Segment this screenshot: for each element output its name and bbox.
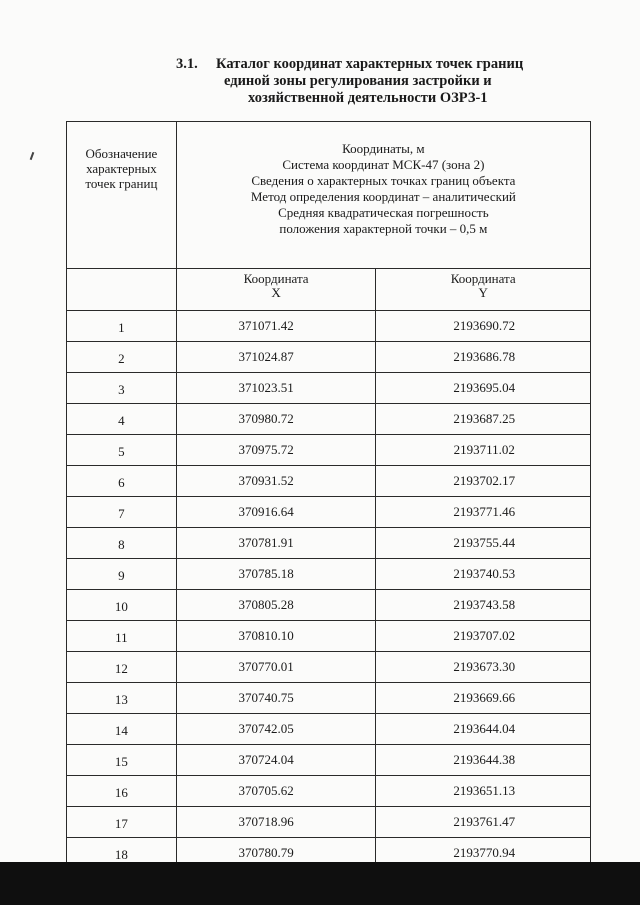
table-row [67, 373, 591, 404]
title-line-2: единой зоны регулирования застройки и [224, 73, 492, 89]
point-number-cell: 1 [67, 311, 177, 342]
point-number-cell: 16 [67, 776, 177, 807]
table-row [67, 621, 591, 652]
point-number-cell: 3 [67, 373, 177, 404]
point-number-cell: 17 [67, 807, 177, 838]
coordinates-catalog-table [66, 121, 591, 900]
coordinate-x-cell: 370916.64 [176, 497, 376, 528]
table-row [67, 466, 591, 497]
coordinate-y-cell: 2193695.04 [376, 373, 591, 404]
section-title [176, 56, 596, 107]
coordinate-y-cell: 2193707.02 [376, 621, 591, 652]
coordinate-x-cell: 371024.87 [176, 342, 376, 373]
table-row [67, 342, 591, 373]
table-row [67, 404, 591, 435]
point-number-cell: 6 [67, 466, 177, 497]
coordinate-x-cell: 370931.52 [176, 466, 376, 497]
coordinate-x-cell: 370785.18 [176, 559, 376, 590]
point-number-cell: 12 [67, 652, 177, 683]
point-number-cell: 11 [67, 621, 177, 652]
coordinate-y-cell: 2193690.72 [376, 311, 591, 342]
subheader-empty-cell [67, 269, 177, 311]
coordinate-x-cell: 370980.72 [176, 404, 376, 435]
coordinate-x-cell: 370705.62 [176, 776, 376, 807]
table-row [67, 528, 591, 559]
coordinate-x-cell: 370740.75 [176, 683, 376, 714]
point-number-cell: 2 [67, 342, 177, 373]
table-header-row [67, 122, 591, 269]
coordinate-y-cell: 2193771.46 [376, 497, 591, 528]
table-row [67, 776, 591, 807]
point-number-cell: 4 [67, 404, 177, 435]
coordinate-y-cell: 2193669.66 [376, 683, 591, 714]
coordinate-y-cell: 2193651.13 [376, 776, 591, 807]
coordinate-y-cell: 2193673.30 [376, 652, 591, 683]
section-number: 3.1. [176, 56, 198, 72]
column-header-x: Координата X [176, 269, 376, 311]
header-point-label: Обозначение характерных точек границ [67, 122, 177, 269]
coordinate-y-cell: 2193743.58 [376, 590, 591, 621]
coordinate-x-cell: 370975.72 [176, 435, 376, 466]
coordinate-x-cell: 370718.96 [176, 807, 376, 838]
table-row [67, 683, 591, 714]
coordinate-y-cell: 2193755.44 [376, 528, 591, 559]
table-row [67, 435, 591, 466]
table-subheader-row [67, 269, 591, 311]
coordinate-x-cell: 371071.42 [176, 311, 376, 342]
point-number-cell: 8 [67, 528, 177, 559]
stray-pen-mark [30, 152, 35, 160]
scan-bottom-edge [0, 862, 640, 905]
coordinate-y-cell: 2193644.04 [376, 714, 591, 745]
coordinate-x-cell: 370742.05 [176, 714, 376, 745]
table-row [67, 497, 591, 528]
coordinate-y-cell: 2193644.38 [376, 745, 591, 776]
coordinate-x-cell: 370781.91 [176, 528, 376, 559]
table-row [67, 745, 591, 776]
table-row [67, 807, 591, 838]
table-row [67, 714, 591, 745]
point-number-cell: 13 [67, 683, 177, 714]
table-row [67, 559, 591, 590]
point-number-cell: 10 [67, 590, 177, 621]
coordinate-y-cell: 2193686.78 [376, 342, 591, 373]
coordinate-y-cell: 2193761.47 [376, 807, 591, 838]
coordinate-x-cell: 370810.10 [176, 621, 376, 652]
table-row [67, 590, 591, 621]
table-row [67, 652, 591, 683]
coordinate-x-cell: 370770.01 [176, 652, 376, 683]
coordinate-x-cell: 370724.04 [176, 745, 376, 776]
coordinate-y-cell: 2193740.53 [376, 559, 591, 590]
coordinate-y-cell: 2193702.17 [376, 466, 591, 497]
title-line-3: хозяйственной деятельности ОЗРЗ-1 [248, 90, 488, 106]
point-number-cell: 18 [67, 838, 177, 869]
point-number-cell: 5 [67, 435, 177, 466]
title-line-1: Каталог координат характерных точек границ [216, 56, 524, 72]
point-number-cell: 15 [67, 745, 177, 776]
coordinate-x-cell: 370805.28 [176, 590, 376, 621]
point-number-cell: 7 [67, 497, 177, 528]
point-number-cell: 9 [67, 559, 177, 590]
column-header-y: Координата Y [376, 269, 591, 311]
coordinate-y-cell: 2193770.94 [376, 838, 591, 869]
header-coordinates-info: Координаты, м Система координат МСК-47 (зона 2) Сведения о характерных точках границ объекта Метод определения координат – аналитический Средняя квадратическая погрешность положения характерной точки – 0,5 м [176, 122, 590, 269]
table-row [67, 311, 591, 342]
coordinate-y-cell: 2193687.25 [376, 404, 591, 435]
coordinate-y-cell: 2193711.02 [376, 435, 591, 466]
coordinate-x-cell: 371023.51 [176, 373, 376, 404]
point-number-cell: 14 [67, 714, 177, 745]
coordinate-x-cell: 370780.79 [176, 838, 376, 869]
